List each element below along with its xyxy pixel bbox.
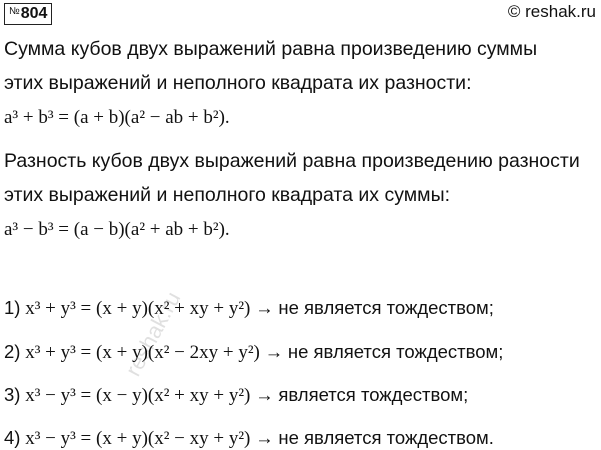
sum-of-cubes-formula: a³ + b³ = (a + b)(a² − ab + b²). (4, 107, 230, 128)
arrow-icon: → (255, 297, 274, 318)
problem-number-badge (4, 3, 52, 25)
answer-label: 4) (4, 427, 21, 448)
arrow-icon: → (255, 384, 274, 405)
number-sign: № (9, 6, 20, 17)
arrow-icon: → (264, 341, 284, 362)
problem-number: 804 (20, 5, 48, 22)
answer-formula: x³ − y³ = (x − y)(x² + xy + y²) (25, 385, 251, 406)
answer-formula: x³ + y³ = (x + y)(x² + xy + y²) (25, 298, 251, 319)
answer-item-1 (4, 297, 494, 320)
diff-rule-text-line-1: Разность кубов двух выражений равна произведению разности (4, 150, 580, 172)
answer-verdict: не является тождеством. (278, 427, 494, 448)
answer-formula: x³ − y³ = (x + y)(x² − xy + y²) (25, 428, 251, 449)
answer-verdict: является тождеством; (278, 384, 469, 405)
diff-rule-text-line-2: этих выражений и неполного квадрата их суммы: (4, 184, 450, 206)
answer-item-4 (4, 427, 494, 450)
difference-of-cubes-formula: a³ − b³ = (a − b)(a² + ab + b²). (4, 219, 230, 240)
answer-verdict: не является тождеством; (287, 341, 504, 362)
answer-verdict: не является тождеством; (278, 297, 494, 318)
answer-label: 3) (4, 384, 21, 405)
answer-label: 1) (4, 297, 21, 318)
answer-item-2 (4, 341, 503, 364)
sum-rule-text-line-2: этих выражений и неполного квадрата их разности: (4, 72, 472, 94)
answer-formula: x³ + y³ = (x + y)(x² − 2xy + y²) (25, 342, 260, 363)
answer-label: 2) (4, 341, 21, 362)
answer-item-3 (4, 384, 468, 407)
site-credit: © reshak.ru (507, 2, 596, 21)
arrow-icon: → (255, 427, 274, 448)
watermark-text: reshak.ru (120, 287, 186, 381)
sum-rule-text-line-1: Сумма кубов двух выражений равна произведению суммы (4, 38, 538, 60)
